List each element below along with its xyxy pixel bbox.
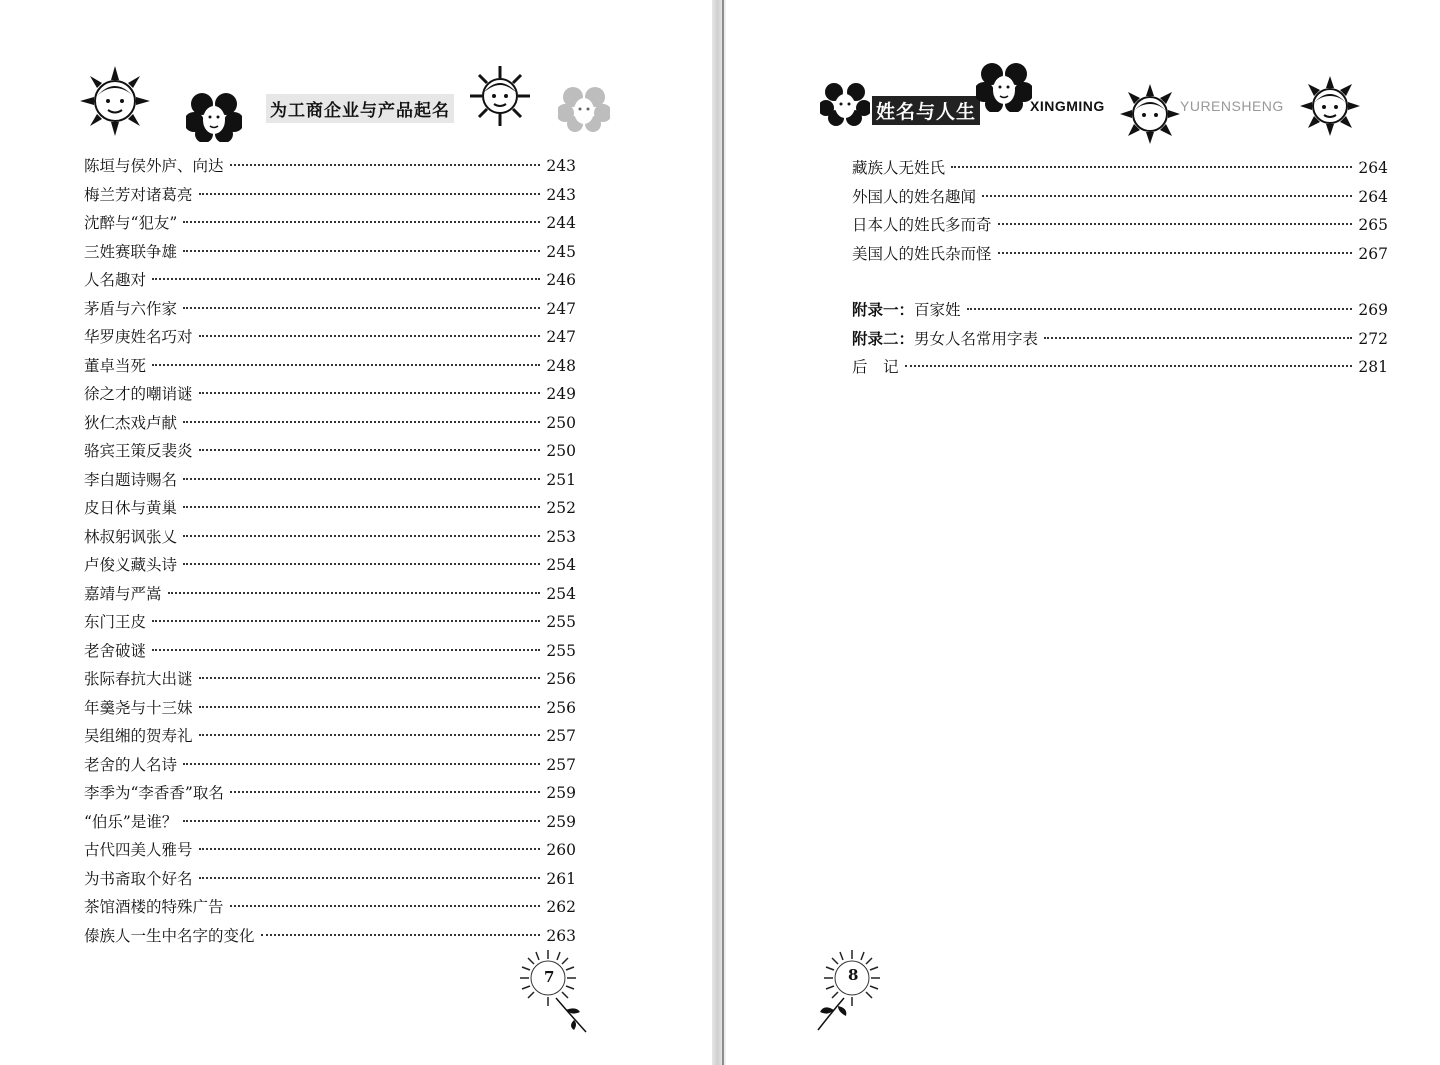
toc-entry-page: 247: [546, 299, 576, 318]
toc-entry-title: 男女人名常用字表: [914, 329, 1039, 348]
toc-entry-title: 年羹尧与十三妹: [84, 698, 193, 717]
dot-leader: [183, 307, 540, 309]
toc-entry-page: 260: [546, 841, 576, 859]
toc-entry-page: 262: [546, 898, 576, 916]
dot-leader: [183, 421, 540, 423]
toc-entry[interactable]: [84, 838, 576, 867]
toc-entry-page: 247: [546, 328, 576, 346]
toc-entry-page: 264: [1358, 187, 1388, 206]
header-title: 为工商企业与产品起名: [266, 94, 454, 123]
toc-entry[interactable]: [84, 240, 576, 269]
toc-entry[interactable]: [852, 298, 1388, 327]
toc-entry[interactable]: [84, 753, 576, 782]
toc-entry-page: 254: [546, 584, 576, 603]
sun-face-icon: [80, 66, 150, 136]
appendix-label: 附录一：: [852, 300, 915, 319]
dot-leader: [998, 252, 1353, 254]
toc-entry-page: 243: [546, 157, 576, 175]
dot-leader: [199, 677, 541, 679]
dot-leader: [199, 335, 541, 337]
toc-entry[interactable]: [84, 411, 576, 440]
toc-entry-page: 243: [546, 185, 576, 204]
dot-leader: [183, 820, 540, 822]
toc-appendix-list: [852, 298, 1388, 384]
toc-entry-page: 259: [546, 812, 576, 831]
toc-list-right: [852, 156, 1388, 270]
flower-face-icon: [558, 86, 610, 132]
toc-entry[interactable]: [84, 924, 576, 953]
toc-entry-page: 253: [546, 527, 576, 546]
toc-entry-page: 263: [546, 926, 576, 945]
toc-entry-page: 257: [546, 727, 576, 745]
toc-entry-title: 老舍的人名诗: [84, 755, 178, 774]
sun-face-icon: [1120, 84, 1180, 144]
toc-entry-title: 日本人的姓氏多而奇: [852, 216, 992, 234]
dot-leader: [199, 848, 541, 850]
toc-entry-page: 259: [546, 784, 576, 802]
toc-entry-page: 267: [1358, 244, 1388, 263]
toc-entry-page: 264: [1358, 159, 1388, 177]
toc-entry-page: 251: [546, 470, 576, 489]
dot-leader: [951, 166, 1352, 168]
toc-entry-page: 244: [546, 214, 576, 232]
toc-entry[interactable]: [852, 327, 1388, 356]
toc-entry-title: 人名趣对: [84, 271, 147, 289]
toc-entry[interactable]: [852, 185, 1388, 214]
dot-leader: [230, 164, 541, 166]
toc-entry-title: 老舍破谜: [84, 641, 147, 660]
dot-leader: [982, 195, 1352, 197]
dot-leader: [199, 449, 541, 451]
dot-leader: [1044, 337, 1352, 339]
dot-leader: [261, 934, 541, 936]
toc-entry-title: 古代四美人雅号: [84, 841, 193, 859]
toc-entry[interactable]: [852, 242, 1388, 271]
toc-entry[interactable]: [84, 810, 576, 839]
dot-leader: [183, 478, 540, 480]
toc-entry[interactable]: [84, 211, 576, 240]
dot-leader: [230, 791, 541, 793]
toc-entry-title: 吴组缃的贺寿礼: [84, 727, 193, 745]
toc-entry-page: 255: [546, 613, 576, 631]
toc-entry-title: 华罗庚姓名巧对: [84, 328, 193, 346]
toc-entry[interactable]: [84, 496, 576, 525]
dot-leader: [183, 221, 540, 223]
toc-entry-title: 沈醉与“犯友”: [84, 214, 178, 232]
toc-entry-title: 茅盾与六作家: [84, 299, 178, 318]
toc-entry[interactable]: [84, 867, 576, 896]
toc-entry[interactable]: [84, 696, 576, 725]
toc-entry[interactable]: [84, 582, 576, 611]
toc-entry-page: 256: [546, 698, 576, 717]
toc-entry[interactable]: [84, 781, 576, 810]
dot-leader: [199, 193, 541, 195]
flower-face-icon: [186, 92, 242, 142]
toc-entry-page: 250: [546, 442, 576, 460]
toc-entry-title: 为书斋取个好名: [84, 869, 193, 888]
toc-entry-page: 246: [546, 271, 576, 289]
toc-entry-title: 狄仁杰戏卢献: [84, 413, 178, 432]
toc-entry-page: 248: [546, 356, 576, 375]
appendix-label: 附录二：: [852, 328, 915, 348]
toc-entry-title: 东门王皮: [84, 613, 147, 631]
toc-entry[interactable]: [84, 639, 576, 668]
dot-leader: [183, 535, 540, 537]
page-number: 7: [544, 968, 555, 986]
toc-entry-title: 徐之才的嘲诮谜: [84, 385, 193, 403]
toc-entry-title: 骆宾王策反裴炎: [84, 442, 193, 460]
dot-leader: [967, 308, 1353, 310]
dot-leader: [199, 706, 541, 708]
toc-entry-title: 皮日休与黄巢: [84, 499, 178, 517]
toc-entry-title: 董卓当死: [84, 356, 147, 375]
toc-entry-page: 250: [546, 413, 576, 432]
sun-face-icon: [1300, 76, 1360, 136]
dot-leader: [152, 364, 540, 366]
header-title: 姓名与人生: [872, 96, 980, 125]
dot-leader: [199, 392, 541, 394]
sun-face-icon: [470, 66, 530, 126]
dot-leader: [905, 365, 1353, 367]
flower-face-icon: [820, 82, 870, 126]
toc-entry[interactable]: [84, 297, 576, 326]
toc-entry[interactable]: [84, 468, 576, 497]
toc-entry-title: 藏族人无姓氏: [852, 159, 946, 177]
sunflower-icon: [812, 950, 892, 1034]
toc-entry[interactable]: [84, 610, 576, 639]
dot-leader: [152, 649, 540, 651]
toc-entry-page: 255: [546, 641, 576, 660]
toc-entry-title: 嘉靖与严嵩: [84, 584, 162, 603]
header-latin-text: XINGMING: [1030, 98, 1105, 114]
dot-leader: [152, 620, 540, 622]
toc-entry-page: 256: [546, 670, 576, 688]
toc-entry[interactable]: [84, 183, 576, 212]
toc-entry[interactable]: [84, 354, 576, 383]
toc-entry-title: 美国人的姓氏杂而怪: [852, 244, 992, 263]
toc-entry[interactable]: [84, 667, 576, 696]
toc-entry-page: 281: [1358, 358, 1388, 376]
toc-entry-title: 李白题诗赐名: [84, 470, 178, 489]
toc-entry-title: 卢俊义藏头诗: [84, 556, 178, 574]
toc-entry-page: 272: [1358, 329, 1388, 348]
toc-entry[interactable]: [852, 213, 1388, 242]
toc-entry-title: 三姓赛联争雄: [84, 242, 178, 261]
toc-entry-title: 百家姓: [914, 301, 961, 319]
dot-leader: [168, 592, 541, 594]
dot-leader: [998, 223, 1353, 225]
toc-entry-title: “伯乐”是谁？: [84, 812, 178, 831]
dot-leader: [183, 506, 540, 508]
toc-entry-title: 张际春抗大出谜: [84, 670, 193, 688]
toc-entry[interactable]: [84, 325, 576, 354]
dot-leader: [183, 250, 540, 252]
dot-leader: [199, 877, 541, 879]
toc-list-left: [84, 154, 576, 952]
toc-entry[interactable]: [84, 525, 576, 554]
toc-entry-title: 李季为“李香香”取名: [84, 784, 224, 802]
page-number: 8: [848, 966, 859, 984]
toc-entry-page: 254: [546, 556, 576, 574]
toc-entry[interactable]: [84, 382, 576, 411]
toc-entry-title: 陈垣与侯外庐、向达: [84, 157, 224, 175]
toc-entry-page: 245: [546, 242, 576, 261]
dot-leader: [230, 905, 541, 907]
toc-entry[interactable]: [84, 154, 576, 183]
toc-entry[interactable]: [852, 156, 1388, 185]
toc-entry-page: 265: [1358, 216, 1388, 234]
dot-leader: [183, 563, 540, 565]
toc-entry[interactable]: [852, 355, 1388, 384]
toc-entry-title: 林叔躬讽张乂: [84, 527, 178, 546]
dot-leader: [152, 278, 540, 280]
dot-leader: [183, 763, 540, 765]
gutter-line: [722, 0, 724, 1065]
toc-entry-title: 后 记: [852, 358, 899, 376]
toc-entry-page: 252: [546, 499, 576, 517]
toc-entry-page: 269: [1358, 301, 1388, 319]
flower-face-icon: [976, 62, 1032, 112]
toc-entry-title: 茶馆酒楼的特殊广告: [84, 898, 224, 916]
dot-leader: [199, 734, 541, 736]
toc-entry-title: 傣族人一生中名字的变化: [84, 926, 255, 945]
toc-entry[interactable]: [84, 268, 576, 297]
toc-entry-page: 257: [546, 755, 576, 774]
toc-entry[interactable]: [84, 439, 576, 468]
toc-entry-page: 261: [546, 869, 576, 888]
sunflower-icon: [516, 950, 596, 1034]
toc-entry-page: 249: [546, 385, 576, 403]
toc-entry[interactable]: [84, 553, 576, 582]
toc-entry[interactable]: [84, 895, 576, 924]
toc-entry-title: 梅兰芳对诸葛亮: [84, 185, 193, 204]
header-latin-text: YURENSHENG: [1180, 98, 1284, 114]
toc-entry-title: 外国人的姓名趣闻: [852, 187, 977, 206]
toc-entry[interactable]: [84, 724, 576, 753]
